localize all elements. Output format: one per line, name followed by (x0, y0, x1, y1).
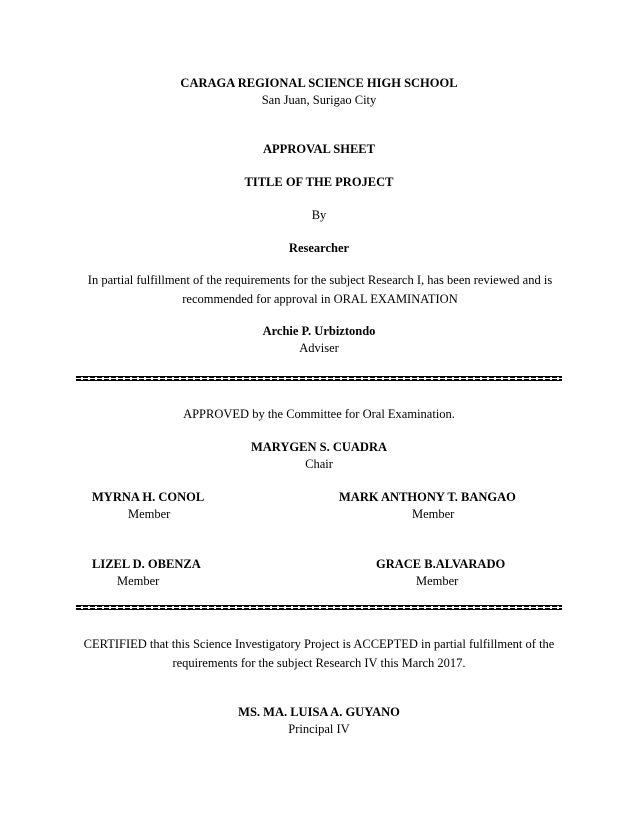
member-role: Member (412, 507, 455, 521)
member-role: Member (117, 574, 160, 588)
principal-name: MS. MA. LUISA A. GUYANO (238, 705, 400, 719)
adviser-name: Archie P. Urbiztondo (262, 324, 376, 338)
member-role: Member (416, 574, 459, 588)
member-name: GRACE B.ALVARADO (376, 557, 506, 571)
adviser-role: Adviser (299, 341, 339, 355)
sheet-title: APPROVAL SHEET (263, 142, 375, 156)
chair-name: MARYGEN S. CUADRA (250, 440, 388, 454)
by-label: By (311, 208, 327, 222)
member-role: Member (128, 507, 171, 521)
separator-line (76, 605, 562, 610)
project-title: TITLE OF THE PROJECT (244, 175, 394, 189)
chair-role: Chair (305, 457, 333, 471)
member-name: LIZEL D. OBENZA (92, 557, 201, 571)
researcher-name: Researcher (288, 241, 350, 255)
school-location: San Juan, Surigao City (261, 93, 377, 107)
principal-role: Principal IV (288, 722, 350, 736)
school-name: CARAGA REGIONAL SCIENCE HIGH SCHOOL (180, 76, 458, 90)
member-name: MYRNA H. CONOL (92, 490, 205, 504)
committee-statement: APPROVED by the Committee for Oral Examination. (183, 407, 455, 421)
separator-line (76, 376, 562, 381)
member-name: MARK ANTHONY T. BANGAO (339, 490, 516, 504)
intro-paragraph: In partial fulfillment of the requirements for the subject Research I, has been reviewed and is recommended for approval in ORAL EXAMINATION (87, 273, 553, 306)
certification-paragraph: CERTIFIED that this Science Investigatory Project is ACCEPTED in partial fulfillment of the requirements for the subject Research IV this March 2017. (83, 637, 555, 670)
